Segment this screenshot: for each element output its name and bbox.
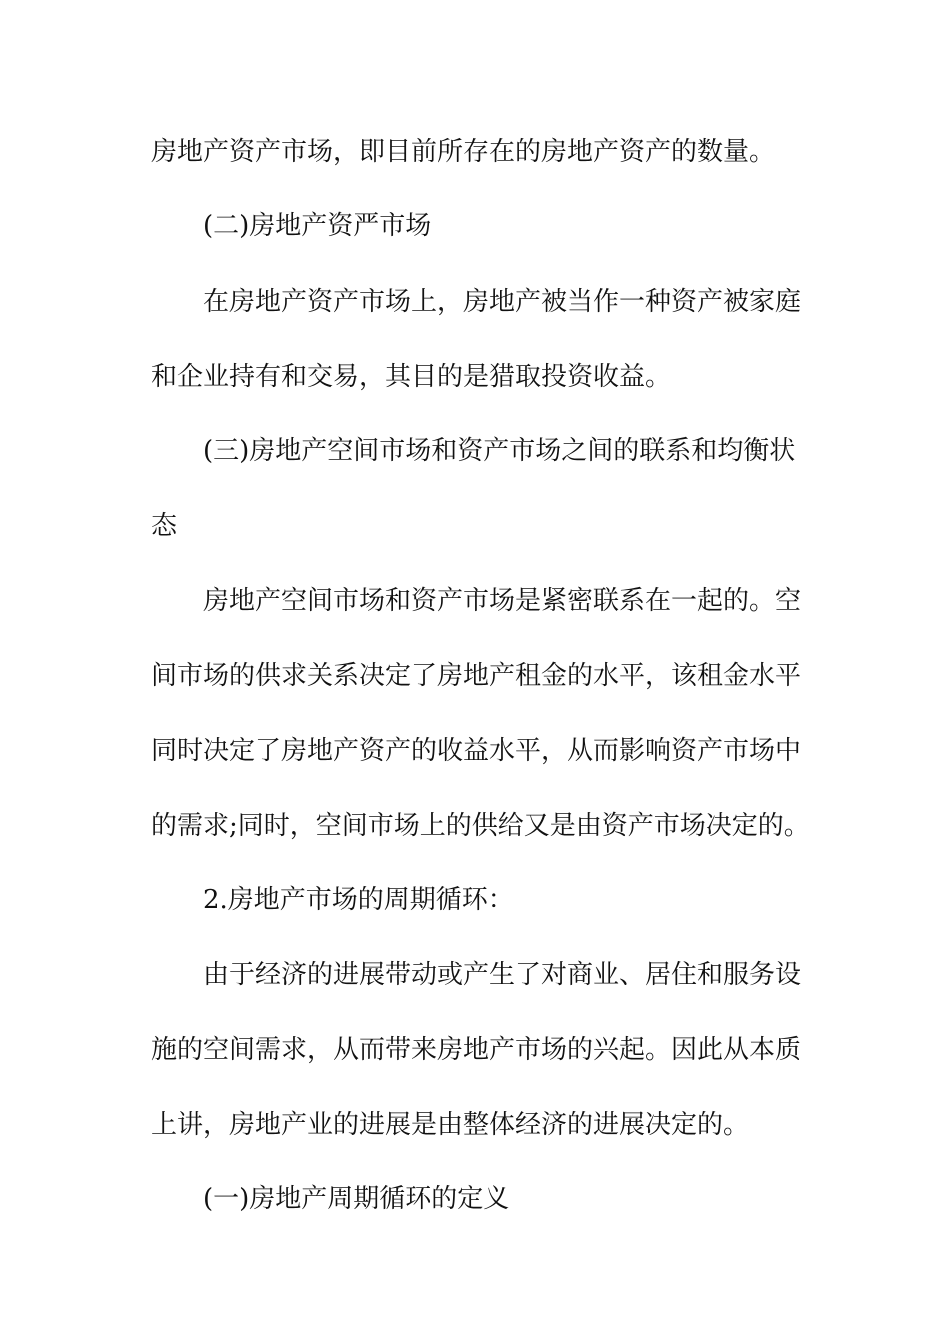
text-line: 的需求;同时，空间市场上的供给又是由资产市场决定的。 xyxy=(151,811,810,841)
section-heading: 2.房地产市场的周期循环： xyxy=(203,885,514,915)
text-line: 和企业持有和交易，其目的是猎取投资收益。 xyxy=(151,362,672,392)
text-line: 上讲，房地产业的进展是由整体经济的进展决定的。 xyxy=(151,1110,750,1140)
text-line: 在房地产资产市场上，房地产被当作一种资产被家庭 xyxy=(203,287,802,317)
section-heading: (一)房地产周期循环的定义 xyxy=(203,1184,510,1214)
text-line: 房地产空间市场和资产市场是紧密联系在一起的。空 xyxy=(203,586,802,616)
text-line: 施的空间需求，从而带来房地产市场的兴起。因此从本质 xyxy=(151,1035,802,1065)
text-line: 由于经济的进展带动或产生了对商业、居住和服务设 xyxy=(203,960,802,990)
text-line: 间市场的供求关系决定了房地产租金的水平，该租金水平 xyxy=(151,661,802,691)
section-heading: (三)房地产空间市场和资产市场之间的联系和均衡状 xyxy=(203,436,796,466)
section-heading: (二)房地产资严市场 xyxy=(203,211,432,241)
text-line: 房地产资产市场，即目前所存在的房地产资产的数量。 xyxy=(151,137,776,167)
text-line: 同时决定了房地产资产的收益水平，从而影响资产市场中 xyxy=(151,736,802,766)
section-heading-continued: 态 xyxy=(151,511,178,541)
